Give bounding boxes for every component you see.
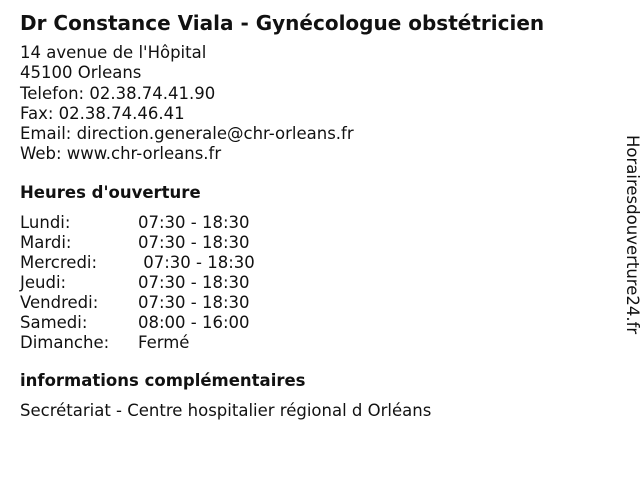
opening-hours-heading: Heures d'ouverture — [20, 182, 201, 202]
hours-row-friday — [20, 293, 610, 313]
hours-time: 07:30 - 18:30 — [138, 212, 250, 232]
hours-day: Jeudi: — [20, 272, 67, 292]
additional-info-heading: informations complémentaires — [20, 370, 306, 390]
hours-row-saturday — [20, 313, 610, 333]
hours-time: 07:30 - 18:30 — [138, 232, 250, 252]
hours-row-sunday — [20, 333, 610, 353]
hours-day: Dimanche: — [20, 332, 110, 352]
hours-time: 07:30 - 18:30 — [138, 272, 250, 292]
email-address: Email: direction.generale@chr-orleans.fr — [20, 124, 354, 144]
hours-day: Mercredi: — [20, 252, 98, 272]
hours-day: Lundi: — [20, 212, 71, 232]
hours-time: 08:00 - 16:00 — [138, 312, 250, 332]
hours-day: Vendredi: — [20, 292, 99, 312]
fax-number: Fax: 02.38.74.46.41 — [20, 103, 185, 123]
address-city: 45100 Orleans — [20, 63, 142, 83]
hours-time: 07:30 - 18:30 — [138, 292, 250, 312]
phone-number: Telefon: 02.38.74.41.90 — [20, 83, 216, 103]
page-title: Dr Constance Viala - Gynécologue obstétricien — [20, 11, 545, 35]
hours-time: 07:30 - 18:30 — [138, 252, 255, 272]
website-address: Web: www.chr-orleans.fr — [20, 144, 222, 164]
hours-time: Fermé — [138, 332, 190, 352]
practice-card — [20, 10, 610, 421]
contact-block — [20, 43, 610, 165]
site-watermark: Horairesdouverture24.fr — [623, 135, 642, 335]
address-street: 14 avenue de l'Hôpital — [20, 43, 207, 62]
hours-day: Samedi: — [20, 312, 88, 332]
hours-row-tuesday — [20, 233, 610, 253]
hours-day: Mardi: — [20, 232, 72, 252]
additional-info-text: Secrétariat - Centre hospitalier régional d Orléans — [20, 400, 432, 420]
hours-row-monday — [20, 213, 610, 233]
opening-hours-table — [20, 213, 610, 353]
hours-row-wednesday — [20, 253, 610, 273]
hours-row-thursday — [20, 273, 610, 293]
